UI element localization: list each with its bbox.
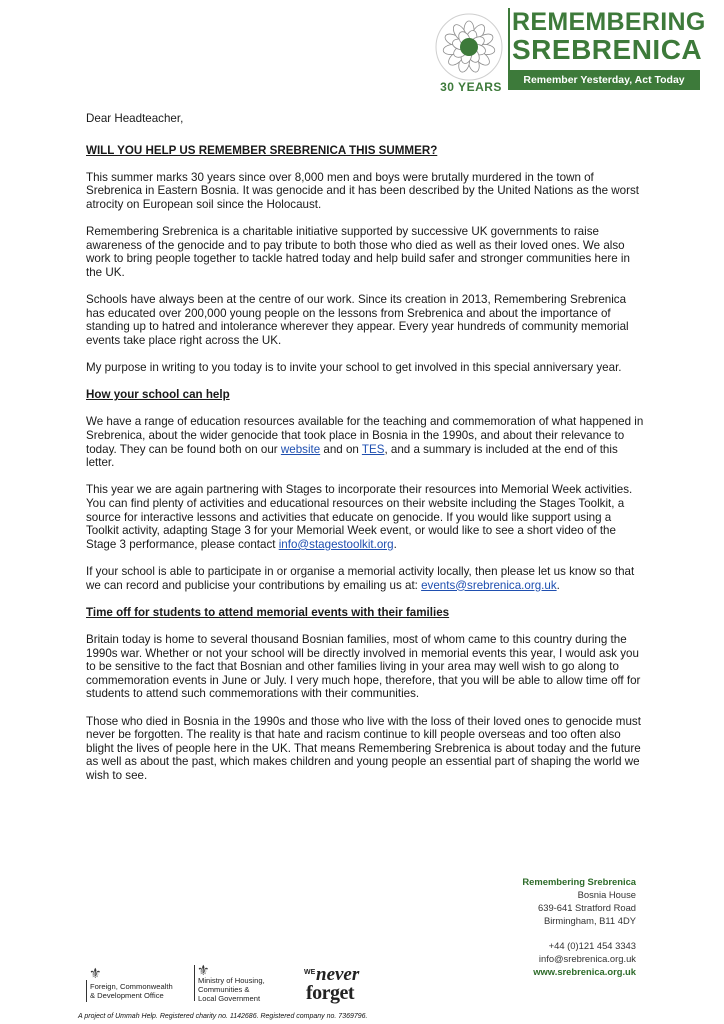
website-link[interactable]: website bbox=[280, 442, 321, 456]
fcdo-logo bbox=[84, 966, 194, 1002]
paragraph-4: My purpose in writing to you today is to invite your school to get involved in this special anniversary year. bbox=[86, 361, 622, 375]
nf-we: WE bbox=[304, 969, 316, 976]
royal-crest-icon: ⚜ bbox=[89, 965, 102, 981]
thirty-years-label: 30 YEARS bbox=[440, 80, 502, 94]
paragraph-7-text-a: If your school is able to participate in or organise a memorial activity locally, then please let us know so that we can record and publicise your contributions by emailing us at: bbox=[86, 565, 635, 592]
paragraph-6 bbox=[86, 483, 644, 551]
paragraph-6-text-b: . bbox=[393, 537, 397, 551]
letter-title: WILL YOU HELP US REMEMBER SREBRENICA THIS SUMMER? bbox=[86, 143, 438, 157]
paragraph-7-text-b: . bbox=[556, 578, 560, 592]
paragraph-5-text-b: and on bbox=[320, 442, 362, 456]
nf-forget: forget bbox=[306, 982, 355, 1004]
address-org: Remembering Srebrenica bbox=[522, 876, 636, 887]
paragraph-5-text-c: , and a summary is included at the end of this letter. bbox=[86, 442, 618, 470]
events-email-link[interactable]: events@srebrenica.org.uk bbox=[421, 578, 557, 592]
address-block bbox=[470, 875, 636, 978]
registration-footnote: A project of Ummah Help. Registered charity no. 1142686. Registered company no. 7369796. bbox=[78, 1013, 368, 1020]
section-heading-time-off: Time off for students to attend memorial events with their families bbox=[86, 605, 450, 619]
mhclg-line2: Communities & bbox=[198, 984, 250, 994]
mhclg-line3: Local Government bbox=[198, 993, 261, 1003]
address-line1: Bosnia House bbox=[577, 889, 636, 900]
address-email: info@srebrenica.org.uk bbox=[538, 953, 636, 964]
paragraph-2: Remembering Srebrenica is a charitable initiative supported by successive UK governments to raise awareness of the genocide and to pay tribute to both those who died as well as their loved ones. We also work to bring people together to tackle hatred today and help build safer and stronger communities here in the UK. bbox=[86, 225, 630, 279]
address-line2: 639-641 Stratford Road bbox=[538, 902, 636, 913]
paragraph-1: This summer marks 30 years since over 8,000 men and boys were brutally murdered in the town of Srebrenica in Eastern Bosnia. It was genocide and it has been described by the United Nations as the worst atrocity on European soil since the Holocaust. bbox=[86, 170, 639, 211]
paragraph-5 bbox=[86, 415, 644, 469]
mhclg-logo bbox=[192, 963, 300, 1003]
stages-email-link[interactable]: info@stagestoolkit.org bbox=[278, 537, 394, 551]
brand-title-line1: REMEMBERING bbox=[512, 8, 706, 36]
paragraph-7 bbox=[86, 565, 644, 592]
srebrenica-flower-icon bbox=[434, 12, 504, 82]
paragraph-3: Schools have always been at the centre of our work. Since its creation in 2013, Remembering Srebrenica has educated over 200,000 young people on the lessons from Srebrenica and about the importance of standing up to hatred and intolerance wherever they appear. Every year hundreds of community memorial events take place right across the UK. bbox=[86, 293, 629, 347]
address-line3: Birmingham, B11 4DY bbox=[543, 915, 636, 926]
paragraph-5-text-a: We have a range of education resources available for the teaching and commemoration of what happened in Srebrenica, about the wider genocide that took place in Bosnia in the 1990s, and about their relevance to today. They can be found both on our bbox=[86, 415, 644, 456]
letter-body bbox=[86, 112, 644, 783]
tes-link[interactable]: TES bbox=[361, 442, 385, 456]
address-website[interactable]: www.srebrenica.org.uk bbox=[533, 966, 636, 977]
fcdo-line2: & Development Office bbox=[90, 990, 164, 1000]
paragraph-9: Those who died in Bosnia in the 1990s and those who live with the loss of their loved ones to genocide must never be forgotten. The reality is that hate and racism continue to kill people overseas and too often also blight the lives of people here in the UK. That means Remembering Srebrenica is about today and the future as well as about the past, which makes children and young people an essential part of shaping the world we wish to see. bbox=[86, 714, 641, 782]
brand-tagline: Remember Yesterday, Act Today bbox=[508, 70, 700, 90]
fcdo-line1: Foreign, Commonwealth bbox=[90, 982, 173, 991]
mhclg-line1: Ministry of Housing, bbox=[198, 976, 265, 985]
nf-never: never bbox=[316, 964, 360, 985]
royal-crest-icon: ⚜ bbox=[197, 962, 210, 978]
salutation: Dear Headteacher, bbox=[86, 112, 184, 125]
brand-title-line2: SREBRENICA bbox=[512, 34, 703, 65]
we-never-forget-logo bbox=[304, 966, 384, 1006]
section-heading-help: How your school can help bbox=[86, 388, 230, 402]
paragraph-8: Britain today is home to several thousand Bosnian families, most of whom came to this country during the 1990s war. Whether or not your school will be directly involved in memorial events this year, I would ask you to be sensitive to the fact that Bosnian and other families living in your area may well wish to go along to commemoration events in June or July. I very much hope, therefore, that you will be able to allow time off for students to attend such commemorations with their communities. bbox=[86, 632, 641, 701]
paragraph-6-text-a: This year we are again partnering with Stages to incorporate their resources into Memorial Week activities. You can find plenty of activities and educational resources on their website including the Stages Toolkit, a source for interactive lessons and activities that educate on genocide. If you would like support using a Toolkit activity, adapting Stage 3 for your Memorial Week event, or would like to see a short video of the Stage 3 performance, please contact bbox=[86, 483, 633, 551]
address-phone: +44 (0)121 454 3343 bbox=[548, 940, 636, 951]
